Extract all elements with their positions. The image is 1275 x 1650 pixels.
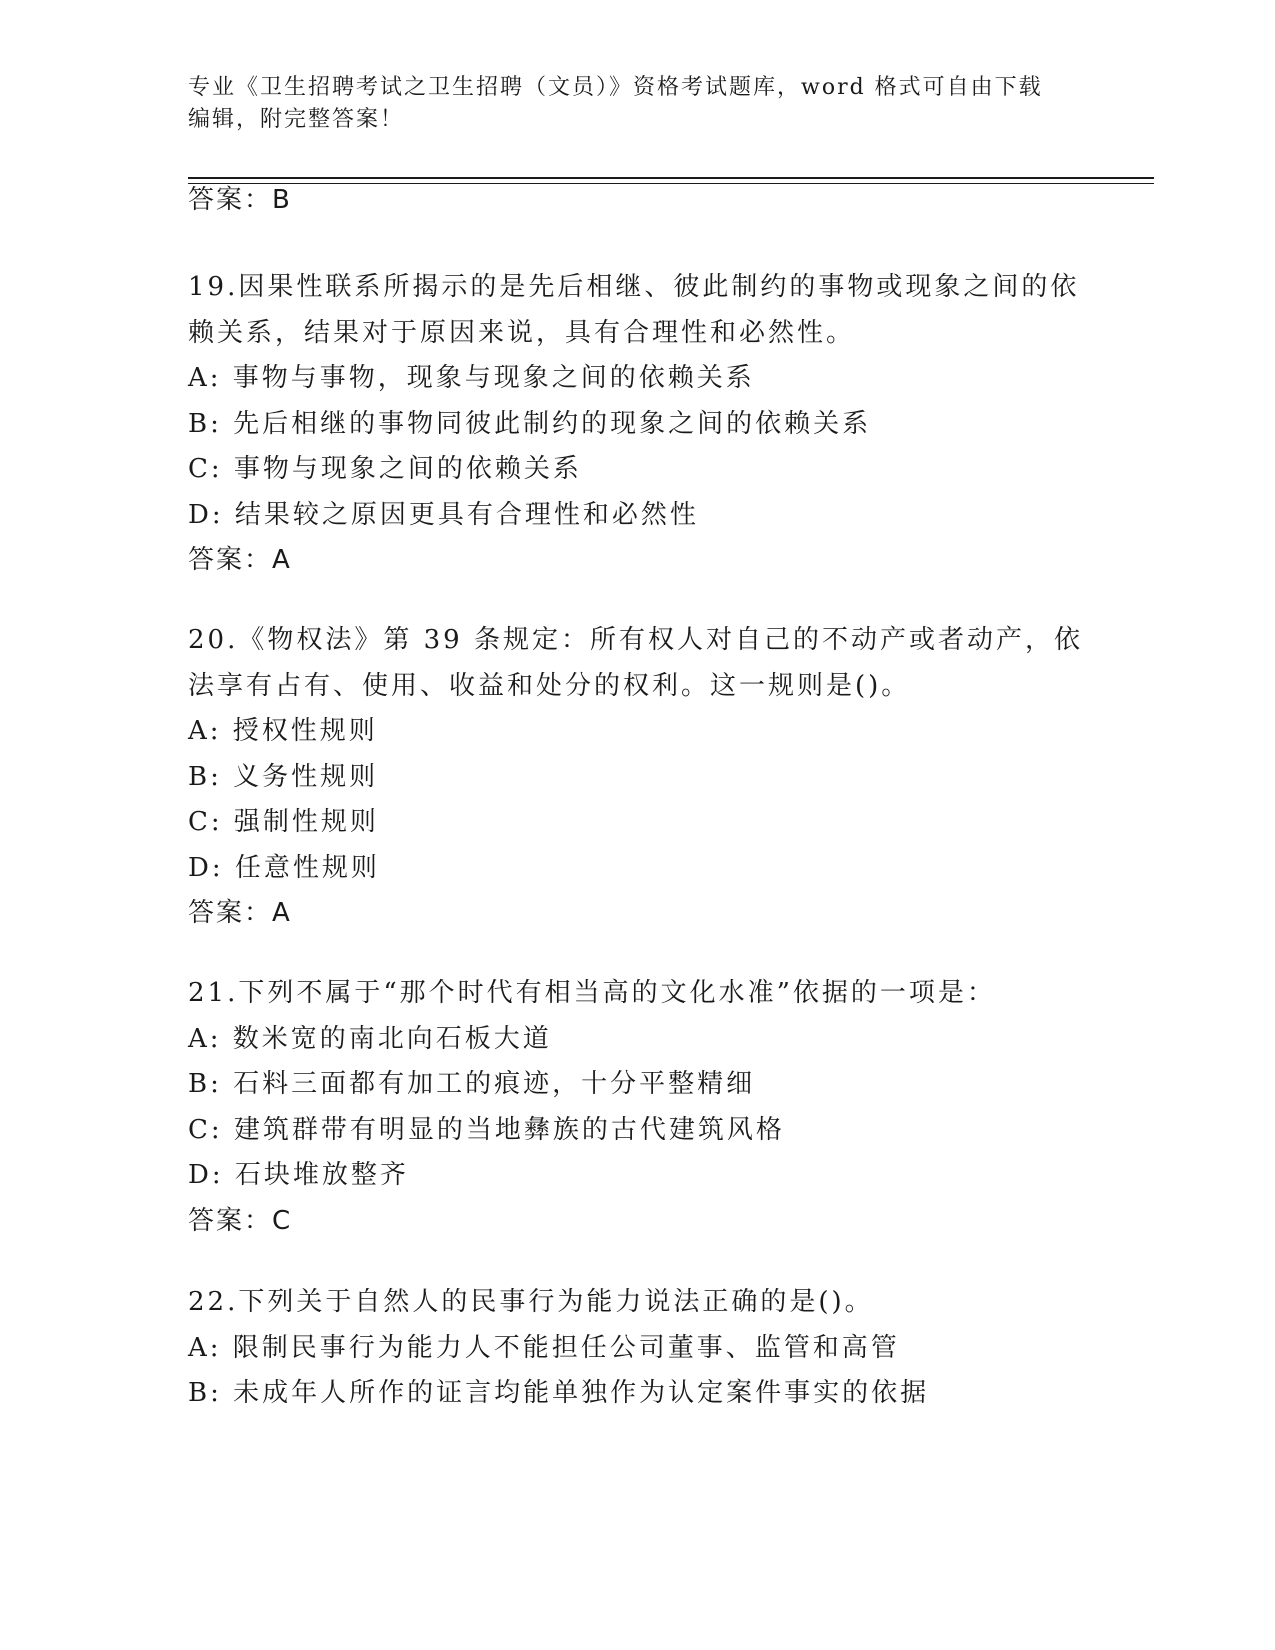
answer-line: 答案：C — [188, 1205, 293, 1236]
page-header — [188, 72, 1068, 136]
question-20 — [188, 618, 1088, 937]
answer-line: 答案：A — [188, 898, 292, 928]
option-c: C: 建筑群带有明显的当地彝族的古代建筑风格 — [188, 1114, 785, 1145]
option-d: D: 任意性规则 — [188, 852, 380, 883]
header-line-2: 编辑，附完整答案！ — [188, 107, 405, 132]
option-a: A: 限制民事行为能力人不能担任公司董事、监管和高管 — [188, 1332, 900, 1363]
question-21 — [188, 971, 1088, 1244]
question-stem-line: 20.《物权法》第 39 条规定：所有权人对自己的不动产或者动产，依 — [188, 625, 1083, 655]
question-19 — [188, 265, 1088, 584]
option-b: B: 先后相继的事物同彼此制约的现象之间的依赖关系 — [188, 408, 872, 439]
header-line-1: 专业《卫生招聘考试之卫生招聘（文员）》资格考试题库，word 格式可自由下载 — [188, 75, 1043, 100]
question-stem-line: 22.下列关于自然人的民事行为能力说法正确的是()。 — [188, 1287, 874, 1317]
option-c: C: 强制性规则 — [188, 807, 379, 837]
option-a: A: 数米宽的南北向石板大道 — [188, 1023, 552, 1054]
question-stem-line: 21.下列不属于“那个时代有相当高的文化水准”依据的一项是： — [188, 978, 996, 1008]
option-a: A: 授权性规则 — [188, 716, 378, 746]
option-b: B: 石料三面都有加工的痕迹，十分平整精细 — [188, 1069, 756, 1099]
option-b: B: 义务性规则 — [188, 761, 379, 792]
option-d: D: 结果较之原因更具有合理性和必然性 — [188, 499, 699, 530]
question-22 — [188, 1280, 1088, 1417]
question-stem-line: 法享有占有、使用、收益和处分的权利。这一规则是()。 — [188, 670, 911, 701]
option-c: C: 事物与现象之间的依赖关系 — [188, 454, 582, 484]
question-stem-line: 19.因果性联系所揭示的是先后相继、彼此制约的事物或现象之间的依 — [188, 272, 1080, 302]
option-d: D: 石块堆放整齐 — [188, 1160, 409, 1190]
answer-line: 答案：A — [188, 545, 292, 575]
previous-answer-block — [188, 178, 1088, 224]
answer-line: 答案：B — [188, 185, 292, 215]
question-stem-line: 赖关系，结果对于原因来说，具有合理性和必然性。 — [188, 317, 856, 348]
option-b: B: 未成年人所作的证言均能单独作为认定案件事实的依据 — [188, 1378, 930, 1408]
option-a: A: 事物与事物，现象与现象之间的依赖关系 — [188, 363, 755, 393]
